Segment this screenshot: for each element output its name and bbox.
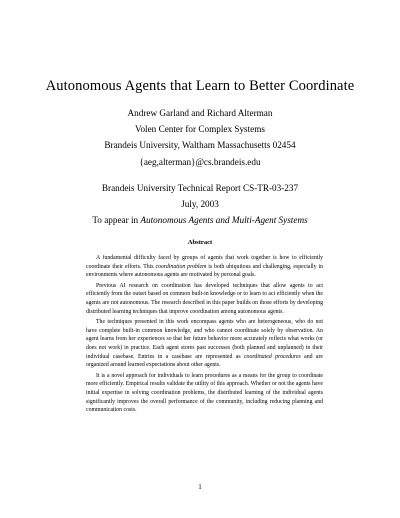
report-date: July, 2003 <box>181 199 219 209</box>
address: Brandeis University, Waltham Massachusetts 02454 <box>104 140 296 151</box>
abstract-text: A fundamental difficulty faced by groups of agents that work together is how to efficiently coordinate their efforts. This <box>86 255 323 270</box>
abstract-text: is both ubiquitous and challenging, especially in environments where autonomous agents are motivated by personal goals. <box>86 263 324 279</box>
abstract-text: The techniques presented in this work encompass agents who are heterogeneous, who do not have complete built-in common knowledge, and who cannot coordinate solely by observation. An agent learns from her experiences so that her future behavior more accurately reflects what works (or does not work) in practice. Each agent stores past successes (both planned and unplanned) in their individual casebase. Entries in a casebase are represented as <box>86 319 323 360</box>
abstract-emphasis: coordination problem <box>155 263 207 270</box>
abstract-heading: Abstract <box>187 239 213 246</box>
abstract-paragraph-4: It is a novel approach for individuals to learn procedures as a means for the group to coordinate more efficiently. Empirical results validate the utility of this approach. Whether or not the agents have initial expertise in solving coordination problems, the distributed learning of the individual agents significantly improves the overall performance of the community, including reducing planning and communication costs. <box>86 372 323 414</box>
abstract-body <box>86 254 323 417</box>
abstract-paragraph-1 <box>86 254 323 280</box>
authors: Andrew Garland and Richard Alterman <box>127 108 273 118</box>
abstract-paragraph-3 <box>86 318 323 370</box>
report-block <box>0 180 400 228</box>
abstract-text: and are organized around learned expectations about other agents. <box>86 353 323 369</box>
author-block <box>0 105 400 170</box>
abstract-paragraph-2: Previous AI research on coordination has developed techniques that allow agents to act efficiently from the outset based on common built-in knowledge or to learn to act efficiently when the agents are not autonomous. The research described in this paper builds on those efforts by developing distributed learning techniques that improve coordination among autonomous agents. <box>86 282 323 315</box>
affiliation: Volen Center for Complex Systems <box>135 124 265 135</box>
page-number: 1 <box>198 483 202 491</box>
appear-venue: Autonomous Agents and Multi-Agent Systems <box>140 215 308 225</box>
report-number: Brandeis University Technical Report CS-TR-03-237 <box>101 183 299 193</box>
email: {aeg,alterman}@cs.brandeis.edu <box>139 156 261 167</box>
appear-prefix: To appear in <box>92 215 141 225</box>
abstract-emphasis: coordinated procedures <box>243 353 301 360</box>
paper-title: Autonomous Agents that Learn to Better Coordinate <box>45 78 355 94</box>
appear-in <box>0 212 400 228</box>
